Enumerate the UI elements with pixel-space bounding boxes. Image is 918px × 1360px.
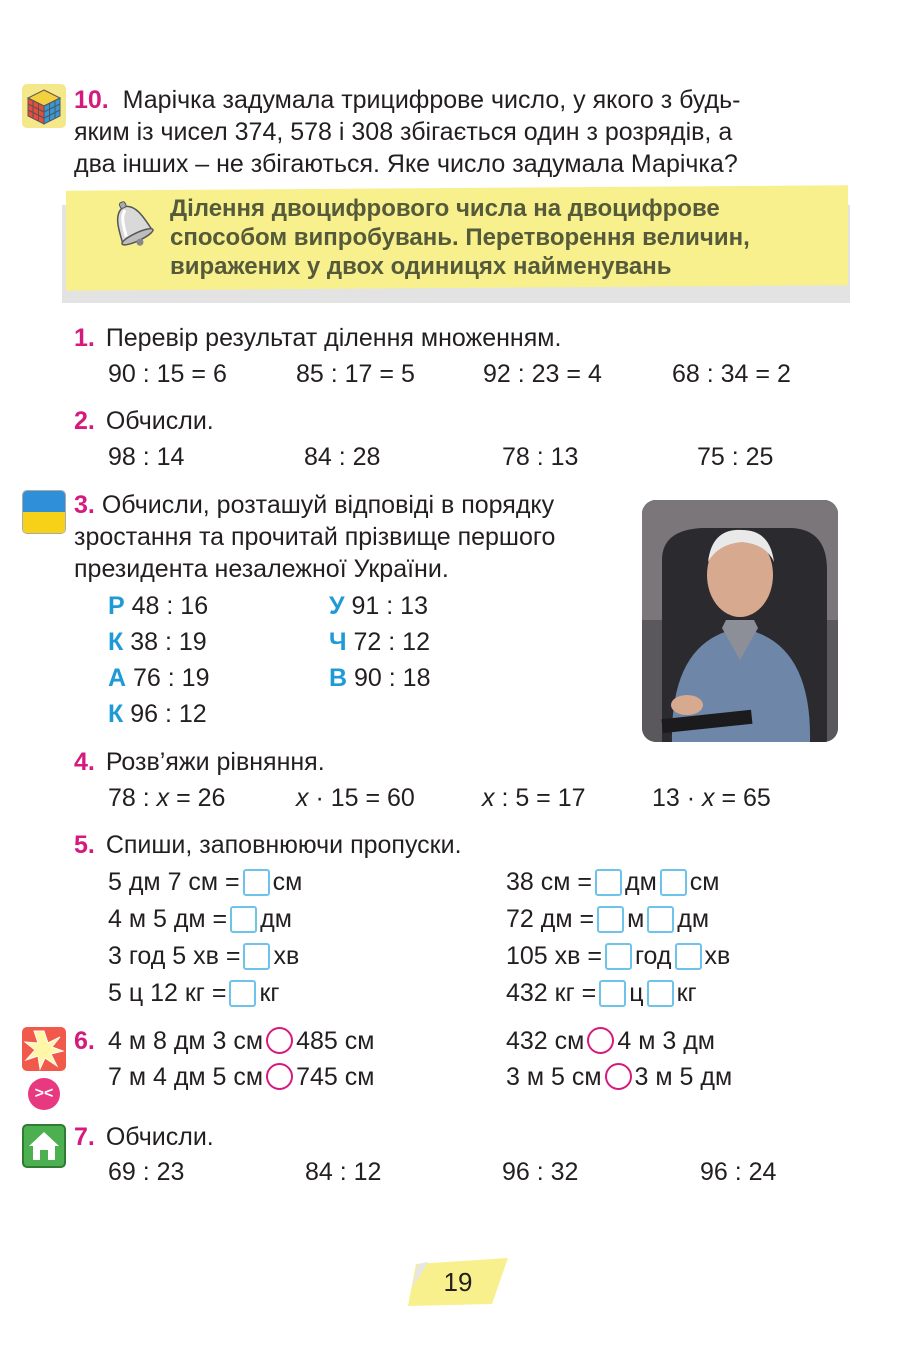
- task7-title: Обчисли.: [105, 1123, 214, 1151]
- task3-line1: Обчисли, розташуй відповіді в порядку: [101, 491, 555, 519]
- blank-box[interactable]: [229, 980, 256, 1007]
- task10-number: 10.: [74, 86, 109, 114]
- compare-circle[interactable]: [587, 1027, 614, 1054]
- conversion-row: 3 год 5 хв = хв: [108, 942, 300, 970]
- blank-box[interactable]: [230, 906, 257, 933]
- compare-circle[interactable]: [266, 1063, 293, 1090]
- page-number: 19: [443, 1267, 473, 1297]
- compare-circle[interactable]: [605, 1063, 632, 1090]
- task6-number: 6.: [74, 1027, 95, 1055]
- task3-item: К 38 : 19: [108, 628, 207, 656]
- task2-item: 78 : 13: [502, 443, 579, 471]
- conversion-row: 38 см = дм см: [506, 868, 720, 896]
- task3-item: А 76 : 19: [108, 664, 210, 692]
- blank-box[interactable]: [595, 869, 622, 896]
- task1-number: 1.: [74, 324, 95, 352]
- task5-title: Спиши, заповнюючи пропуски.: [105, 831, 462, 859]
- blank-box[interactable]: [660, 869, 687, 896]
- task3-item: К 96 : 12: [108, 700, 207, 728]
- compare-circle[interactable]: [266, 1027, 293, 1054]
- task3-line3: президента незалежної України.: [74, 555, 449, 583]
- task1-heading: [74, 322, 561, 354]
- task7-item: 84 : 12: [305, 1158, 382, 1186]
- task1-item: 90 : 15 = 6: [108, 360, 227, 388]
- task4-title: Розв’яжи рівняння.: [105, 748, 325, 776]
- equation: x : 5 = 17: [482, 784, 586, 812]
- star-burst-icon: [22, 1027, 66, 1071]
- comparison: 4 м 8 дм 3 см 485 см: [108, 1027, 375, 1055]
- equation: 78 : x = 26: [108, 784, 226, 812]
- task7-item: 69 : 23: [108, 1158, 185, 1186]
- task4-heading: [74, 746, 325, 778]
- president-photo: [642, 500, 838, 742]
- blank-box[interactable]: [647, 906, 674, 933]
- equation: 13 · x = 65: [652, 784, 771, 812]
- conversion-row: 5 ц 12 кг = кг: [108, 979, 280, 1007]
- task10-line1: Марічка задумала трицифрове число, у якого з будь-: [122, 86, 741, 114]
- task3-item: Ч 72 : 12: [329, 628, 430, 656]
- conversion-row: 105 хв = год хв: [506, 942, 731, 970]
- banner-line3: виражених у двох одиницях найменувань: [170, 253, 672, 280]
- task3-item: Р 48 : 16: [108, 592, 209, 620]
- task5-heading: [74, 829, 462, 861]
- task2-heading: [74, 405, 214, 437]
- task1-item: 92 : 23 = 4: [483, 360, 602, 388]
- task7-heading: [74, 1121, 214, 1153]
- blank-box[interactable]: [597, 906, 624, 933]
- task7-item: 96 : 24: [700, 1158, 777, 1186]
- task3-text: [74, 489, 555, 585]
- task2-title: Обчисли.: [105, 407, 214, 435]
- blank-box[interactable]: [675, 943, 702, 970]
- task10-line3: два інших – не збігаються. Яке число задумала Марічка?: [74, 150, 738, 178]
- task3-number: 3.: [74, 491, 95, 519]
- conversion-row: 4 м 5 дм = дм: [108, 905, 292, 933]
- task3-item: В 90 : 18: [329, 664, 431, 692]
- task4-number: 4.: [74, 748, 95, 776]
- comparison: 3 м 5 см 3 м 5 дм: [506, 1063, 733, 1091]
- conversion-row: 5 дм 7 см = см: [108, 868, 303, 896]
- banner-text: [170, 194, 750, 281]
- task1-item: 68 : 34 = 2: [672, 360, 791, 388]
- blank-box[interactable]: [243, 943, 270, 970]
- task10-line2: яким із чисел 374, 578 і 308 збігається один з розрядів, а: [74, 118, 733, 146]
- task1-item: 85 : 17 = 5: [296, 360, 415, 388]
- home-icon: [22, 1124, 66, 1168]
- blank-box[interactable]: [605, 943, 632, 970]
- equation: x · 15 = 60: [296, 784, 415, 812]
- comparison: 432 см 4 м 3 дм: [506, 1027, 715, 1055]
- task1-title: Перевір результат ділення множенням.: [105, 324, 562, 352]
- bell-icon: [100, 193, 164, 262]
- task10-text: [74, 84, 844, 180]
- banner-line2: способом випробувань. Перетворення величин,: [170, 224, 750, 251]
- task3-item: У 91 : 13: [329, 592, 428, 620]
- task7-item: 96 : 32: [502, 1158, 579, 1186]
- task3-line2: зростання та прочитай прізвище першого: [74, 523, 556, 551]
- rubiks-cube-icon: [22, 84, 66, 128]
- banner-line1: Ділення двоцифрового числа на двоцифрове: [170, 195, 720, 222]
- task5-number: 5.: [74, 831, 95, 859]
- ukraine-flag-icon: [22, 490, 66, 534]
- task7-number: 7.: [74, 1123, 95, 1151]
- task2-item: 98 : 14: [108, 443, 185, 471]
- blank-box[interactable]: [243, 869, 270, 896]
- task2-item: 84 : 28: [304, 443, 381, 471]
- task2-item: 75 : 25: [697, 443, 774, 471]
- comparison: 7 м 4 дм 5 см 745 см: [108, 1063, 375, 1091]
- task2-number: 2.: [74, 407, 95, 435]
- conversion-row: 432 кг = ц кг: [506, 979, 697, 1007]
- blank-box[interactable]: [599, 980, 626, 1007]
- blank-box[interactable]: [647, 980, 674, 1007]
- compare-sign-icon: ><: [28, 1078, 60, 1110]
- conversion-row: 72 дм = м дм: [506, 905, 710, 933]
